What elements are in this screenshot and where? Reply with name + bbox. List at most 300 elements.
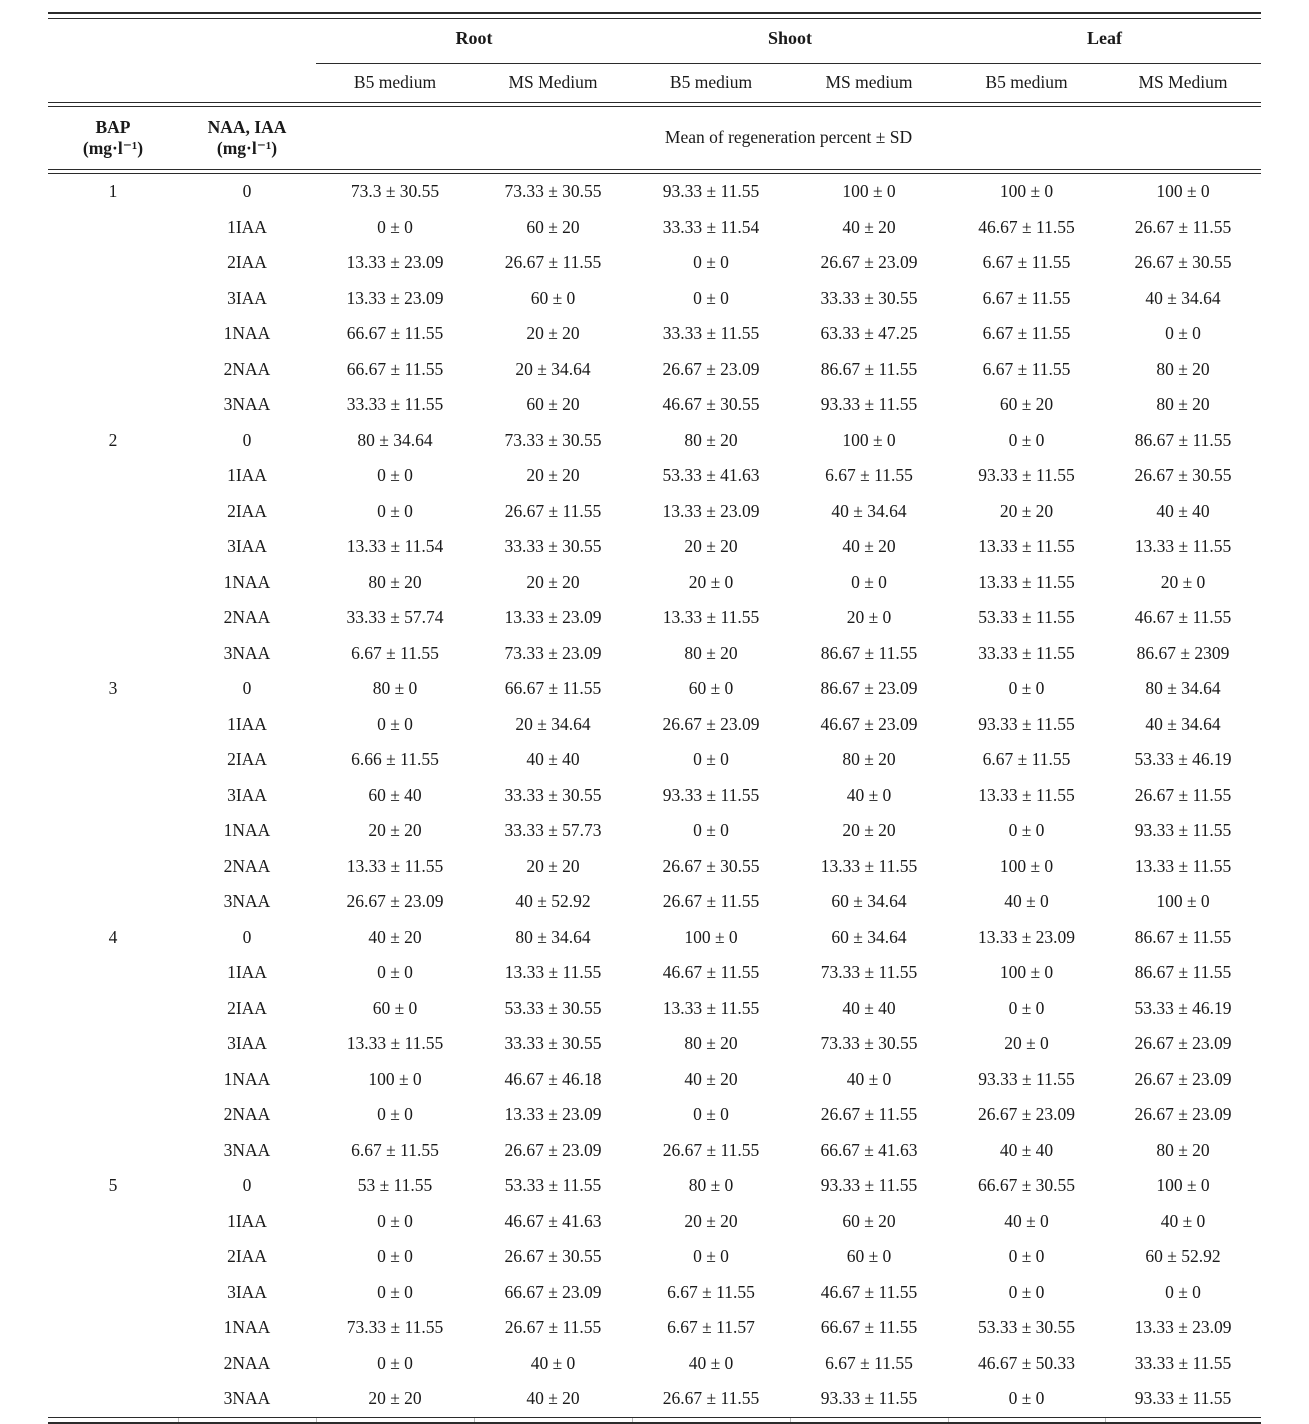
bap-value-cell bbox=[48, 636, 178, 672]
bap-value-cell bbox=[48, 1239, 178, 1275]
result-value: 13.33 ± 11.55 bbox=[978, 536, 1075, 557]
result-value: 0 ± 0 bbox=[1165, 323, 1201, 344]
result-value: 26.67 ± 11.55 bbox=[504, 500, 602, 521]
result-value: 0 ± 0 bbox=[693, 287, 729, 308]
treatment-label: 2NAA bbox=[223, 1104, 271, 1125]
bap-unit-header bbox=[48, 107, 178, 170]
unit-label-line2: (mg·l⁻¹) bbox=[82, 138, 144, 158]
result-value: 20 ± 20 bbox=[684, 1210, 738, 1231]
result-value: 100 ± 0 bbox=[1156, 181, 1210, 202]
result-value: 0 ± 0 bbox=[1008, 820, 1045, 841]
treatment-label: 0 bbox=[242, 429, 252, 450]
treatment-label: 3NAA bbox=[223, 642, 271, 663]
result-value: 40 ± 0 bbox=[846, 784, 892, 805]
table-row bbox=[48, 1097, 1261, 1133]
result-value: 40 ± 40 bbox=[842, 997, 896, 1018]
result-value: 40 ± 20 bbox=[526, 1388, 580, 1409]
result-value: 46.67 ± 46.18 bbox=[504, 1068, 602, 1089]
treatment-label: 2IAA bbox=[227, 500, 267, 521]
table-row bbox=[48, 1168, 1261, 1204]
result-value: 53.33 ± 41.63 bbox=[662, 465, 760, 486]
medium-header-spacer bbox=[48, 64, 316, 103]
bap-value-cell bbox=[48, 1097, 178, 1133]
medium-header-4: B5 medium bbox=[985, 72, 1068, 93]
result-value: 100 ± 0 bbox=[842, 181, 896, 202]
result-value: 26.67 ± 23.09 bbox=[820, 252, 918, 273]
table-row bbox=[48, 707, 1261, 743]
table-row bbox=[48, 778, 1261, 814]
treatment-label: 2IAA bbox=[227, 1246, 267, 1267]
rule-segment bbox=[1105, 1417, 1261, 1423]
result-value: 40 ± 40 bbox=[1156, 500, 1210, 521]
result-value: 80 ± 20 bbox=[684, 642, 738, 663]
table-row bbox=[48, 991, 1261, 1027]
bap-value: 5 bbox=[108, 1175, 118, 1196]
result-value: 0 ± 0 bbox=[693, 749, 729, 770]
result-value: 60 ± 0 bbox=[530, 287, 576, 308]
result-value: 46.67 ± 50.33 bbox=[977, 1352, 1076, 1373]
result-value: 13.33 ± 11.55 bbox=[978, 571, 1075, 592]
result-value: 6.67 ± 11.55 bbox=[667, 1281, 755, 1302]
bap-value-cell bbox=[48, 849, 178, 885]
result-value: 40 ± 0 bbox=[1160, 1210, 1206, 1231]
result-value: 13.33 ± 23.09 bbox=[1134, 1317, 1232, 1338]
result-value: 100 ± 0 bbox=[368, 1068, 422, 1089]
result-value: 26.67 ± 30.55 bbox=[1134, 252, 1232, 273]
result-value: 26.67 ± 30.55 bbox=[662, 855, 760, 876]
result-value: 100 ± 0 bbox=[842, 429, 896, 450]
medium-header-5: MS Medium bbox=[1138, 72, 1228, 93]
result-value: 93.33 ± 11.55 bbox=[662, 181, 760, 202]
result-value: 60 ± 34.64 bbox=[831, 891, 907, 912]
result-value: 60 ± 52.92 bbox=[1145, 1246, 1221, 1267]
result-value: 93.33 ± 11.55 bbox=[820, 394, 918, 415]
result-value: 53.33 ± 46.19 bbox=[1134, 997, 1232, 1018]
table-row bbox=[48, 1346, 1261, 1382]
result-value: 20 ± 20 bbox=[526, 571, 580, 592]
table-row bbox=[48, 742, 1261, 778]
result-value: 33.33 ± 57.74 bbox=[346, 607, 444, 628]
result-value: 93.33 ± 11.55 bbox=[820, 1388, 918, 1409]
result-value: 13.33 ± 11.55 bbox=[346, 1033, 444, 1054]
bap-value-cell bbox=[48, 1275, 178, 1311]
bap-value-cell bbox=[48, 707, 178, 743]
treatment-label: 3NAA bbox=[223, 891, 271, 912]
result-value: 0 ± 0 bbox=[377, 1246, 413, 1267]
result-value: 33.33 ± 11.55 bbox=[346, 394, 444, 415]
table-row bbox=[48, 210, 1261, 246]
result-value: 0 ± 0 bbox=[1008, 1246, 1045, 1267]
treatment-label: 2IAA bbox=[227, 252, 267, 273]
result-value: 80 ± 20 bbox=[1156, 358, 1210, 379]
result-value: 80 ± 34.64 bbox=[1145, 678, 1221, 699]
result-value: 60 ± 20 bbox=[842, 1210, 896, 1231]
result-value: 100 ± 0 bbox=[999, 181, 1054, 202]
table-row bbox=[48, 565, 1261, 601]
result-value: 40 ± 0 bbox=[688, 1352, 734, 1373]
bap-value-cell bbox=[48, 1346, 178, 1382]
treatment-label: 1NAA bbox=[223, 820, 271, 841]
result-value: 20 ± 0 bbox=[1160, 571, 1206, 592]
result-value: 46.67 ± 11.55 bbox=[820, 1281, 918, 1302]
result-value: 26.67 ± 23.09 bbox=[1134, 1033, 1232, 1054]
table-row bbox=[48, 884, 1261, 920]
table-row bbox=[48, 352, 1261, 388]
rule-segment bbox=[48, 1417, 178, 1423]
result-value: 80 ± 34.64 bbox=[515, 926, 591, 947]
treatment-label: 1NAA bbox=[223, 323, 271, 344]
result-value: 100 ± 0 bbox=[1156, 891, 1210, 912]
result-value: 0 ± 0 bbox=[377, 713, 413, 734]
treatment-label: 2IAA bbox=[227, 997, 267, 1018]
result-value: 46.67 ± 23.09 bbox=[820, 713, 918, 734]
result-value: 100 ± 0 bbox=[999, 962, 1054, 983]
table-row bbox=[48, 920, 1261, 956]
result-value: 20 ± 0 bbox=[1004, 1033, 1049, 1054]
result-value: 66.67 ± 11.55 bbox=[820, 1317, 918, 1338]
bap-value-cell bbox=[48, 600, 178, 636]
treatment-label: 0 bbox=[242, 1175, 252, 1196]
table-row bbox=[48, 636, 1261, 672]
treatment-label: 1NAA bbox=[223, 571, 271, 592]
result-value: 6.67 ± 11.55 bbox=[982, 323, 1071, 344]
bap-value-cell bbox=[48, 281, 178, 317]
result-value: 86.67 ± 11.55 bbox=[1134, 926, 1232, 947]
result-value: 13.33 ± 11.55 bbox=[978, 784, 1075, 805]
result-value: 26.67 ± 23.09 bbox=[346, 891, 444, 912]
result-value: 40 ± 0 bbox=[1004, 891, 1049, 912]
result-value: 40 ± 20 bbox=[842, 536, 896, 557]
result-value: 0 ± 0 bbox=[693, 820, 729, 841]
result-value: 40 ± 0 bbox=[1004, 1210, 1049, 1231]
result-value: 40 ± 0 bbox=[530, 1352, 576, 1373]
rule-segment bbox=[474, 1417, 632, 1423]
result-value: 73.33 ± 11.55 bbox=[346, 1317, 444, 1338]
result-value: 0 ± 0 bbox=[377, 465, 413, 486]
result-value: 40 ± 20 bbox=[368, 926, 422, 947]
table-row bbox=[48, 245, 1261, 281]
result-value: 40 ± 20 bbox=[842, 216, 896, 237]
bap-value: 2 bbox=[108, 429, 118, 450]
result-value: 66.67 ± 11.55 bbox=[346, 323, 444, 344]
treatment-label: 0 bbox=[242, 181, 252, 202]
treatment-label: 1IAA bbox=[227, 713, 267, 734]
result-value: 60 ± 20 bbox=[526, 394, 580, 415]
result-value: 40 ± 0 bbox=[846, 1068, 892, 1089]
result-value: 6.67 ± 11.55 bbox=[982, 287, 1071, 308]
result-value: 53.33 ± 11.55 bbox=[504, 1175, 602, 1196]
result-value: 0 ± 0 bbox=[377, 1352, 413, 1373]
result-value: 0 ± 0 bbox=[1008, 678, 1045, 699]
treatment-label: 1IAA bbox=[227, 1210, 267, 1231]
treatment-label: 1IAA bbox=[227, 962, 267, 983]
result-value: 0 ± 0 bbox=[1165, 1281, 1201, 1302]
result-value: 80 ± 20 bbox=[842, 749, 896, 770]
result-value: 20 ± 0 bbox=[688, 571, 734, 592]
bap-value-cell bbox=[48, 245, 178, 281]
result-value: 73.33 ± 11.55 bbox=[820, 962, 918, 983]
result-value: 66.67 ± 11.55 bbox=[504, 678, 602, 699]
treatment-label: 3IAA bbox=[227, 784, 267, 805]
rule-segment bbox=[790, 1417, 948, 1423]
organ-group-leaf: Leaf bbox=[948, 19, 1261, 64]
result-value: 86.67 ± 11.55 bbox=[1134, 429, 1232, 450]
result-value: 73.3 ± 30.55 bbox=[350, 181, 440, 202]
organ-group-header-row bbox=[48, 19, 1261, 64]
result-value: 60 ± 0 bbox=[846, 1246, 892, 1267]
result-value: 63.33 ± 47.25 bbox=[820, 323, 918, 344]
treatment-label: 1NAA bbox=[223, 1068, 271, 1089]
result-value: 20 ± 20 bbox=[842, 820, 896, 841]
bap-value: 3 bbox=[108, 678, 118, 699]
result-value: 93.33 ± 11.55 bbox=[978, 1068, 1075, 1089]
result-value: 13.33 ± 11.55 bbox=[1134, 855, 1232, 876]
medium-header-0: B5 medium bbox=[353, 72, 437, 93]
result-value: 6.67 ± 11.57 bbox=[667, 1317, 755, 1338]
table-row bbox=[48, 671, 1261, 707]
result-value: 6.67 ± 11.55 bbox=[982, 749, 1071, 770]
medium-header-1: MS Medium bbox=[508, 72, 598, 93]
table-row bbox=[48, 281, 1261, 317]
result-value: 20 ± 20 bbox=[999, 500, 1054, 521]
result-value: 66.67 ± 41.63 bbox=[820, 1139, 918, 1160]
table-row bbox=[48, 1133, 1261, 1169]
result-value: 0 ± 0 bbox=[1008, 1388, 1045, 1409]
result-value: 26.67 ± 23.09 bbox=[504, 1139, 602, 1160]
bap-value-cell bbox=[48, 210, 178, 246]
result-value: 33.33 ± 30.55 bbox=[504, 784, 602, 805]
result-value: 0 ± 0 bbox=[377, 1281, 413, 1302]
table-row bbox=[48, 1239, 1261, 1275]
result-value: 13.33 ± 23.09 bbox=[346, 252, 444, 273]
result-value: 0 ± 0 bbox=[377, 1104, 413, 1125]
bap-value-cell bbox=[48, 742, 178, 778]
result-value: 33.33 ± 30.55 bbox=[504, 1033, 602, 1054]
table-bottom-rule bbox=[48, 1417, 1261, 1423]
result-value: 73.33 ± 30.55 bbox=[504, 181, 602, 202]
result-value: 6.66 ± 11.55 bbox=[351, 749, 439, 770]
result-value: 0 ± 0 bbox=[377, 1210, 413, 1231]
table-row bbox=[48, 813, 1261, 849]
organ-group-shoot: Shoot bbox=[632, 19, 948, 64]
result-value: 13.33 ± 11.55 bbox=[662, 997, 760, 1018]
result-value: 33.33 ± 30.55 bbox=[820, 287, 918, 308]
treatment-label: 2IAA bbox=[227, 749, 267, 770]
result-value: 0 ± 0 bbox=[377, 962, 413, 983]
result-value: 100 ± 0 bbox=[1156, 1175, 1210, 1196]
organ-group-root: Root bbox=[316, 19, 632, 64]
result-value: 13.33 ± 11.55 bbox=[820, 855, 918, 876]
bap-value: 1 bbox=[108, 181, 118, 202]
bap-value-cell bbox=[48, 529, 178, 565]
medium-header-3: MS medium bbox=[825, 72, 913, 93]
result-value: 0 ± 0 bbox=[377, 216, 413, 237]
result-value: 40 ± 52.92 bbox=[515, 891, 591, 912]
result-value: 20 ± 20 bbox=[526, 323, 580, 344]
treatment-label: 3IAA bbox=[227, 1033, 267, 1054]
table-row bbox=[48, 458, 1261, 494]
result-value: 80 ± 20 bbox=[684, 1033, 738, 1054]
result-value: 80 ± 0 bbox=[688, 1175, 734, 1196]
mean-note-text: Mean of regeneration percent ± SD bbox=[664, 127, 913, 148]
result-value: 26.67 ± 11.55 bbox=[1134, 784, 1232, 805]
result-value: 86.67 ± 11.55 bbox=[820, 358, 918, 379]
result-value: 46.67 ± 30.55 bbox=[662, 394, 760, 415]
bap-value-cell bbox=[48, 778, 178, 814]
result-value: 86.67 ± 2309 bbox=[1136, 642, 1230, 663]
naa-iaa-unit-header bbox=[178, 107, 316, 170]
result-value: 6.67 ± 11.55 bbox=[982, 252, 1071, 273]
result-value: 20 ± 20 bbox=[526, 855, 580, 876]
result-value: 26.67 ± 30.55 bbox=[504, 1246, 602, 1267]
result-value: 26.67 ± 11.55 bbox=[504, 1317, 602, 1338]
medium-header-row bbox=[48, 64, 1261, 103]
result-value: 93.33 ± 11.55 bbox=[1134, 820, 1232, 841]
result-value: 86.67 ± 11.55 bbox=[820, 642, 918, 663]
bap-value-cell bbox=[48, 1381, 178, 1417]
result-value: 6.67 ± 11.55 bbox=[825, 1352, 913, 1373]
treatment-label: 2NAA bbox=[223, 358, 271, 379]
result-value: 13.33 ± 11.55 bbox=[346, 855, 444, 876]
table-row bbox=[48, 955, 1261, 991]
result-value: 40 ± 34.64 bbox=[1145, 713, 1221, 734]
result-value: 33.33 ± 11.55 bbox=[978, 642, 1075, 663]
result-value: 46.67 ± 41.63 bbox=[504, 1210, 602, 1231]
result-value: 26.67 ± 23.09 bbox=[1134, 1104, 1232, 1125]
result-value: 13.33 ± 23.09 bbox=[662, 500, 760, 521]
result-value: 93.33 ± 11.55 bbox=[978, 465, 1075, 486]
result-value: 40 ± 40 bbox=[526, 749, 580, 770]
mean-note-cell bbox=[316, 107, 1261, 170]
result-value: 86.67 ± 11.55 bbox=[1134, 962, 1232, 983]
unit-label-line2: (mg·l⁻¹) bbox=[216, 138, 278, 158]
result-value: 53.33 ± 30.55 bbox=[977, 1317, 1076, 1338]
unit-label bbox=[48, 117, 178, 158]
treatment-label: 3IAA bbox=[227, 1281, 267, 1302]
result-value: 80 ± 0 bbox=[372, 678, 418, 699]
result-value: 93.33 ± 11.55 bbox=[820, 1175, 918, 1196]
treatment-label: 1IAA bbox=[227, 465, 267, 486]
table-row bbox=[48, 494, 1261, 530]
result-value: 46.67 ± 11.55 bbox=[978, 216, 1075, 237]
result-value: 93.33 ± 11.55 bbox=[978, 713, 1075, 734]
result-value: 0 ± 0 bbox=[377, 500, 413, 521]
result-value: 26.67 ± 11.55 bbox=[662, 891, 760, 912]
result-value: 73.33 ± 30.55 bbox=[504, 429, 602, 450]
result-value: 53.33 ± 11.55 bbox=[978, 607, 1075, 628]
bap-value-cell bbox=[48, 1204, 178, 1240]
treatment-label: 2NAA bbox=[223, 855, 271, 876]
treatment-label: 0 bbox=[242, 926, 252, 947]
result-value: 33.33 ± 11.54 bbox=[662, 216, 760, 237]
result-value: 26.67 ± 11.55 bbox=[662, 1388, 760, 1409]
regeneration-results-table bbox=[48, 12, 1261, 1424]
result-value: 0 ± 0 bbox=[1008, 1281, 1045, 1302]
result-value: 0 ± 0 bbox=[1008, 997, 1045, 1018]
table-row bbox=[48, 1026, 1261, 1062]
table-row bbox=[48, 174, 1261, 210]
unit-label bbox=[178, 117, 316, 158]
rule-segment bbox=[948, 1417, 1105, 1423]
result-value: 53.33 ± 46.19 bbox=[1134, 749, 1232, 770]
result-value: 6.67 ± 11.55 bbox=[982, 358, 1071, 379]
result-value: 46.67 ± 11.55 bbox=[1134, 607, 1232, 628]
result-value: 13.33 ± 11.55 bbox=[504, 962, 602, 983]
result-value: 80 ± 20 bbox=[368, 571, 422, 592]
result-value: 20 ± 0 bbox=[846, 607, 892, 628]
rule-segment bbox=[632, 1417, 790, 1423]
treatment-label: 2NAA bbox=[223, 1352, 271, 1373]
result-value: 60 ± 20 bbox=[999, 394, 1054, 415]
result-value: 33.33 ± 11.55 bbox=[662, 323, 760, 344]
result-value: 0 ± 0 bbox=[1008, 429, 1045, 450]
result-value: 80 ± 20 bbox=[684, 429, 738, 450]
result-value: 33.33 ± 11.55 bbox=[1134, 1352, 1232, 1373]
treatment-label: 3NAA bbox=[223, 1139, 271, 1160]
bap-value-cell bbox=[48, 884, 178, 920]
result-value: 6.67 ± 11.55 bbox=[351, 642, 439, 663]
medium-header-2: B5 medium bbox=[669, 72, 753, 93]
result-value: 86.67 ± 23.09 bbox=[820, 678, 918, 699]
bap-value-cell bbox=[48, 458, 178, 494]
result-value: 13.33 ± 23.09 bbox=[504, 607, 602, 628]
bap-value-cell bbox=[48, 1026, 178, 1062]
table-row bbox=[48, 387, 1261, 423]
table-row bbox=[48, 1275, 1261, 1311]
result-value: 60 ± 40 bbox=[368, 784, 422, 805]
result-value: 0 ± 0 bbox=[851, 571, 887, 592]
result-value: 20 ± 34.64 bbox=[515, 358, 591, 379]
result-value: 80 ± 34.64 bbox=[357, 429, 433, 450]
table-row bbox=[48, 1381, 1261, 1417]
result-value: 60 ± 0 bbox=[372, 997, 418, 1018]
result-value: 60 ± 0 bbox=[688, 678, 734, 699]
result-value: 0 ± 0 bbox=[693, 1104, 729, 1125]
result-value: 100 ± 0 bbox=[684, 926, 738, 947]
bap-value-cell bbox=[48, 316, 178, 352]
result-value: 53 ± 11.55 bbox=[357, 1175, 433, 1196]
result-value: 60 ± 20 bbox=[526, 216, 580, 237]
organ-header-spacer bbox=[48, 19, 316, 64]
result-value: 66.67 ± 30.55 bbox=[977, 1175, 1076, 1196]
result-value: 6.67 ± 11.55 bbox=[825, 465, 913, 486]
table-row bbox=[48, 529, 1261, 565]
bap-value-cell bbox=[48, 1310, 178, 1346]
rule-segment bbox=[316, 1417, 474, 1423]
result-value: 26.67 ± 11.55 bbox=[1134, 216, 1232, 237]
rule-segment bbox=[178, 1417, 316, 1423]
treatment-label: 2NAA bbox=[223, 607, 271, 628]
result-value: 20 ± 34.64 bbox=[515, 713, 591, 734]
result-value: 13.33 ± 11.55 bbox=[1134, 536, 1232, 557]
bap-value-cell bbox=[48, 1062, 178, 1098]
result-value: 6.67 ± 11.55 bbox=[351, 1139, 439, 1160]
result-value: 93.33 ± 11.55 bbox=[662, 784, 760, 805]
result-value: 13.33 ± 11.54 bbox=[346, 536, 444, 557]
result-value: 13.33 ± 23.09 bbox=[504, 1104, 602, 1125]
table-row bbox=[48, 849, 1261, 885]
unit-label-line1: BAP bbox=[95, 117, 131, 138]
result-value: 13.33 ± 11.55 bbox=[662, 607, 760, 628]
bap-value-cell bbox=[48, 955, 178, 991]
result-value: 73.33 ± 23.09 bbox=[504, 642, 602, 663]
result-value: 33.33 ± 57.73 bbox=[504, 820, 602, 841]
bap-value: 4 bbox=[108, 926, 118, 947]
result-value: 40 ± 20 bbox=[684, 1068, 738, 1089]
bap-value-cell bbox=[48, 991, 178, 1027]
result-value: 100 ± 0 bbox=[999, 855, 1054, 876]
unit-label-line1: NAA, IAA bbox=[207, 117, 287, 138]
